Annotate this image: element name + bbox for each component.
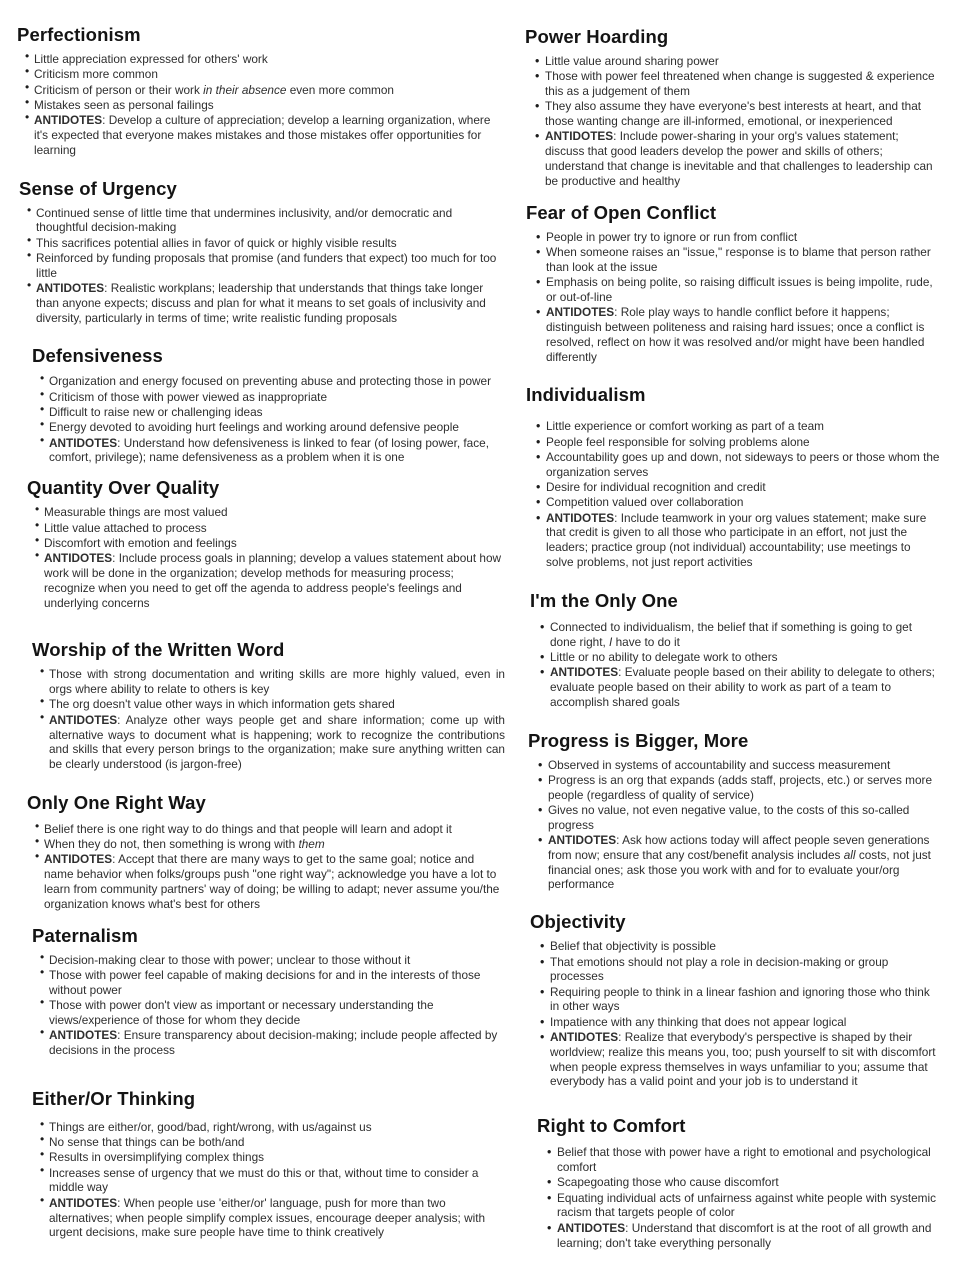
bullet-list-worship-of-the-written-word: [40, 667, 505, 772]
antidotes-label: ANTIDOTES: [545, 129, 614, 144]
bullet-item: [40, 374, 505, 389]
bullet-text: Little value around sharing power: [545, 54, 719, 68]
bullet-list-sense-of-urgency: [27, 206, 505, 326]
section-either-or-thinking: [32, 1088, 505, 1240]
section-title-individualism: Individualism: [526, 384, 646, 406]
bullet-text: costs, not just financial ones; ask those you work with and for to evaluate your/org performance: [548, 847, 931, 892]
bullet-text: : Include process goals in planning; develop a values statement about how work will be done in the organization; develop methods for measuring process; recognize when you need to get off the agenda to address people's feelings and underlying concerns: [44, 551, 502, 610]
bullet-text: Observed in systems of accountability and success measurement: [548, 757, 891, 772]
bullet-text: Connected to individualism, the belief that if something is going to get done right,: [550, 619, 912, 649]
bullet-text: in their absence: [203, 82, 287, 97]
bullet-list-quantity-over-quality: [35, 505, 505, 610]
bullet-text: This sacrifices potential allies in favor of quick or highly visible results: [36, 235, 397, 250]
bullet-text: Competition valued over collaboration: [546, 495, 744, 510]
section-right-to-comfort: [537, 1115, 941, 1250]
bullet-text: : Understand how defensiveness is linked to fear (of losing power, face, comfort, privilege); name defensiveness as a problem when it is one: [49, 435, 489, 465]
bullet-text: Criticism of person or their work: [34, 82, 204, 97]
bullet-text: Decision-making clear to those with power; unclear to those without it: [49, 952, 411, 967]
bullet-item: [538, 833, 941, 892]
bullet-item: [536, 435, 941, 450]
bullet-item: [535, 69, 941, 99]
antidotes-label: ANTIDOTES: [49, 1195, 118, 1210]
bullet-text: Accountability goes up and down, not sideways to peers or those whom the organization serves: [546, 449, 940, 479]
section-title-quantity-over-quality: Quantity Over Quality: [27, 477, 220, 499]
section-fear-of-open-conflict: [526, 202, 941, 365]
bullet-text: Little experience or comfort working as part of a team: [546, 419, 825, 434]
bullet-text: : Ask how actions today will affect people seven generations from now; ensure that any cost/benefit analysis includes: [548, 833, 930, 862]
bullet-item: [540, 620, 941, 650]
section-quantity-over-quality: [27, 477, 505, 610]
bullet-text: Those with power don't view as important or necessary understanding the views/experience of those for whom they decide: [49, 998, 434, 1027]
section-title-im-the-only-one: I'm the Only One: [530, 589, 678, 611]
bullet-text: Difficult to raise new or challenging ideas: [49, 405, 263, 420]
section-individualism: [526, 384, 941, 569]
bullet-text: : Analyze other ways people get and share information; come up with alternative ways to document what is happening; work to recognize the contributions and skills that every person brings to the organization; make sure anything written can be clearly understood (is jargon-free): [49, 712, 505, 772]
bullet-item: [40, 436, 505, 466]
bullet-item: [535, 129, 941, 188]
antidotes-label: ANTIDOTES: [49, 712, 118, 727]
bullet-list-paternalism: [40, 953, 505, 1058]
bullet-text: Those with strong documentation and writing skills are more highly valued, even in orgs where ability to relate to others is key: [49, 667, 505, 697]
bullet-item: [35, 852, 505, 911]
bullet-item: [536, 495, 941, 510]
bullet-text: : Include power-sharing in your org's values statement; discuss that good leaders develop the power and skills of others; understand that change is inevitable and that challenges to leadership can be productive and healthy: [545, 129, 933, 188]
bullet-item: [27, 281, 505, 325]
bullet-text: even more common: [286, 82, 394, 97]
bullet-list-fear-of-open-conflict: [536, 230, 941, 365]
section-title-sense-of-urgency: Sense of Urgency: [19, 177, 177, 199]
bullet-item: [35, 505, 505, 520]
section-only-one-right-way: [27, 792, 505, 912]
bullet-item: [547, 1175, 941, 1190]
bullet-item: [535, 54, 941, 69]
bullet-item: [535, 99, 941, 129]
bullet-list-individualism: [536, 419, 941, 569]
bullet-text: Increases sense of urgency that we must do this or that, without time to consider a middle way: [49, 1165, 479, 1195]
section-defensiveness: [32, 345, 505, 465]
bullet-text: Impatience with any thinking that does not appear logical: [550, 1014, 847, 1029]
bullet-text: When they do not, then something is wrong with: [44, 837, 299, 852]
section-progress-is-bigger-more: [528, 730, 941, 893]
bullet-text: : Role play ways to handle conflict before it happens; distinguish between politeness and raising hard issues; once a conflict is resolved, reflect on how it was resolved and/or might have been handled differently: [546, 305, 925, 364]
bullet-text: Belief that those with power have a right to emotional and psychological comfort: [557, 1145, 931, 1175]
bullet-item: [538, 803, 941, 833]
bullet-item: [536, 511, 941, 570]
bullet-text: Little or no ability to delegate work to others: [550, 649, 778, 664]
section-im-the-only-one: [530, 590, 941, 710]
bullet-item: [27, 206, 505, 236]
bullet-item: [40, 1196, 505, 1240]
antidotes-label: ANTIDOTES: [546, 510, 615, 525]
bullet-text: Continued sense of little time that undermines inclusivity, and/or democratic and thoughtful decision-making: [36, 205, 453, 235]
section-paternalism: [32, 925, 505, 1058]
antidotes-label: ANTIDOTES: [550, 665, 619, 680]
bullet-text: When someone raises an "issue," response is to blame that person rather than look at the issue: [546, 244, 931, 274]
bullet-list-only-one-right-way: [35, 822, 505, 912]
bullet-item: [40, 1166, 505, 1196]
bullet-text: Requiring people to think in a linear fashion and ignoring those who think in other ways: [550, 984, 930, 1014]
right-column: [525, 24, 941, 1280]
bullet-item: [40, 420, 505, 435]
bullet-text: Those with power feel capable of making decisions for and in the interests of those without power: [49, 967, 481, 997]
bullet-list-power-hoarding: [535, 54, 941, 189]
antidotes-label: ANTIDOTES: [34, 113, 103, 128]
antidotes-label: ANTIDOTES: [557, 1220, 626, 1235]
bullet-text: That emotions should not play a role in decision-making or group processes: [550, 954, 889, 984]
bullet-item: [40, 1120, 505, 1135]
bullet-text: Progress is an org that expands (adds staff, projects, etc.) or serves more people (regardless of quality of service): [548, 772, 933, 802]
bullet-list-right-to-comfort: [547, 1145, 941, 1250]
antidotes-label: ANTIDOTES: [548, 833, 617, 848]
bullet-item: [40, 390, 505, 405]
section-title-paternalism: Paternalism: [32, 924, 138, 946]
section-title-fear-of-open-conflict: Fear of Open Conflict: [526, 201, 717, 223]
section-perfectionism: [17, 24, 505, 158]
bullet-item: [25, 113, 505, 157]
bullet-list-im-the-only-one: [540, 620, 941, 710]
bullet-item: [40, 713, 505, 772]
bullet-item: [536, 245, 941, 275]
bullet-text: Mistakes seen as personal failings: [34, 97, 214, 112]
bullet-item: [27, 236, 505, 251]
bullet-item: [40, 1135, 505, 1150]
antidotes-label: ANTIDOTES: [36, 281, 105, 296]
bullet-item: [540, 1015, 941, 1030]
bullet-item: [536, 230, 941, 245]
bullet-text: Belief that objectivity is possible: [550, 939, 716, 954]
bullet-text: all: [843, 847, 856, 862]
bullet-text: have to do it: [612, 634, 680, 649]
bullet-item: [547, 1221, 941, 1251]
section-title-right-to-comfort: Right to Comfort: [537, 1115, 686, 1137]
bullet-item: [536, 305, 941, 364]
bullet-item: [35, 521, 505, 536]
bullet-text: Those with power feel threatened when change is suggested & experience this as a judgement of them: [545, 69, 935, 99]
bullet-text: : Realistic workplans; leadership that understands that things take longer than anyone expects; discuss and plan for what it means to set goals of inclusivity and diversity, particularly in terms of time; write realistic funding proposals: [36, 281, 486, 325]
section-power-hoarding: [525, 26, 941, 189]
bullet-text: Little appreciation expressed for others' work: [34, 52, 268, 66]
bullet-item: [540, 650, 941, 665]
bullet-text: Discomfort with emotion and feelings: [44, 535, 237, 550]
bullet-list-progress-is-bigger-more: [538, 758, 941, 893]
bullet-text: Gives no value, not even negative value, to the costs of this so-called progress: [548, 802, 910, 832]
bullet-list-objectivity: [540, 939, 941, 1089]
bullet-item: [35, 822, 505, 837]
bullet-text: Reinforced by funding proposals that promise (and funders that expect) too much for too little: [36, 250, 497, 280]
bullet-list-perfectionism: [25, 52, 505, 158]
bullet-text: Energy devoted to avoiding hurt feelings and working around defensive people: [49, 420, 459, 435]
bullet-text: Desire for individual recognition and credit: [546, 480, 766, 495]
antidotes-label: ANTIDOTES: [49, 1028, 118, 1043]
bullet-item: [536, 450, 941, 480]
bullet-item: [540, 985, 941, 1015]
left-column: [17, 24, 505, 1280]
bullet-item: [538, 773, 941, 803]
section-title-progress-is-bigger-more: Progress is Bigger, More: [528, 729, 749, 751]
bullet-text: : When people use 'either/or' language, push for more than two alternatives; when people simplify complex issues, encourage deeper analysis; with urgent decisions, make sure people have time to think creatively: [49, 1195, 486, 1240]
bullet-item: [35, 536, 505, 551]
bullet-item: [40, 667, 505, 697]
bullet-item: [40, 1150, 505, 1165]
bullet-text: : Realize that everybody's perspective is shaped by their worldview; realize this means you, too; push yourself to sit with discomfort when people express themselves in ways unfamiliar to you; assume that everybody has a valid point and your job is to understand it: [550, 1030, 936, 1089]
bullet-text: Results in oversimplifying complex things: [49, 1150, 265, 1165]
antidotes-label: ANTIDOTES: [550, 1030, 619, 1045]
bullet-item: [40, 1028, 505, 1058]
bullet-text: Organization and energy focused on preventing abuse and protecting those in power: [49, 374, 492, 389]
bullet-item: [540, 665, 941, 709]
bullet-item: [536, 275, 941, 305]
antidotes-label: ANTIDOTES: [44, 551, 113, 566]
bullet-item: [536, 480, 941, 495]
bullet-item: [40, 998, 505, 1028]
bullet-item: [40, 405, 505, 420]
bullet-text: Belief there is one right way to do things and that people will learn and adopt it: [44, 821, 452, 836]
bullet-item: [40, 697, 505, 712]
bullet-text: : Ensure transparency about decision-making; include people affected by decisions in the process: [49, 1028, 498, 1057]
bullet-item: [540, 939, 941, 954]
antidotes-label: ANTIDOTES: [49, 435, 118, 450]
bullet-item: [25, 52, 505, 67]
bullet-text: : Evaluate people based on their ability to delegate to others; evaluate people based on their ability to work as part of a team to accomplish shared goals: [550, 665, 935, 709]
bullet-item: [547, 1191, 941, 1221]
bullet-text: Criticism of those with power viewed as inappropriate: [49, 389, 328, 404]
bullet-item: [40, 968, 505, 998]
bullet-item: [547, 1145, 941, 1175]
bullet-item: [538, 758, 941, 773]
bullet-text: Equating individual acts of unfairness against white people with systemic racism that targets people of color: [557, 1190, 937, 1220]
section-title-worship-of-the-written-word: Worship of the Written Word: [32, 639, 285, 661]
bullet-text: : Accept that there are many ways to get to the same goal; notice and name behavior when folks/groups push "one right way"; acknowledge you have a lot to learn from community partners' way of doing; be willing to adapt; never assume you/the organization knows what's best for others: [44, 852, 500, 911]
bullet-item: [25, 83, 505, 98]
bullet-text: The org doesn't value other ways in which information gets shared: [49, 697, 395, 712]
antidotes-label: ANTIDOTES: [44, 852, 113, 867]
section-title-objectivity: Objectivity: [530, 911, 626, 933]
bullet-text: Little value attached to process: [44, 520, 207, 535]
bullet-item: [25, 67, 505, 82]
section-objectivity: [530, 911, 941, 1089]
bullet-text: them: [298, 837, 325, 852]
bullet-item: [40, 953, 505, 968]
bullet-item: [35, 837, 505, 852]
bullet-text: Scapegoating those who cause discomfort: [557, 1175, 779, 1190]
bullet-list-either-or-thinking: [40, 1120, 505, 1240]
bullet-item: [540, 1030, 941, 1089]
bullet-text: Criticism more common: [34, 67, 158, 82]
bullet-text: Measurable things are most valued: [44, 505, 228, 520]
bullet-item: [35, 551, 505, 610]
bullet-item: [27, 251, 505, 281]
bullet-text: People in power try to ignore or run from conflict: [546, 229, 798, 244]
section-title-power-hoarding: Power Hoarding: [525, 26, 669, 47]
bullet-text: They also assume they have everyone's best interests at heart, and that those wanting change are ill-informed, emotional, or inexperienced: [545, 99, 922, 129]
bullet-text: : Develop a culture of appreciation; develop a learning organization, where it's expected that everyone makes mistakes and those mistakes offer opportunities for learning: [34, 113, 491, 157]
section-worship-of-the-written-word: [32, 639, 505, 772]
antidotes-label: ANTIDOTES: [546, 305, 615, 320]
bullet-item: [25, 98, 505, 113]
bullet-text: Things are either/or, good/bad, right/wrong, with us/against us: [49, 1119, 372, 1134]
bullet-text: : Understand that discomfort is at the root of all growth and learning; don't take everything personally: [557, 1220, 932, 1250]
bullet-text: : Include teamwork in your org values statement; make sure that credit is given to all those who participate in an effort, not just the leaders; practice group (not individual) accountability; use meetings to solve problems, not just report activities: [546, 510, 927, 570]
bullet-text: I: [609, 634, 613, 649]
section-title-either-or-thinking: Either/Or Thinking: [32, 1087, 196, 1109]
section-title-defensiveness: Defensiveness: [32, 345, 163, 367]
section-title-perfectionism: Perfectionism: [17, 24, 141, 45]
bullet-item: [536, 419, 941, 434]
section-sense-of-urgency: [19, 178, 505, 326]
bullet-text: Emphasis on being polite, so raising difficult issues is being impolite, rude, or out-of-line: [546, 275, 933, 304]
section-title-only-one-right-way: Only One Right Way: [27, 791, 206, 813]
bullet-text: No sense that things can be both/and: [49, 1135, 245, 1150]
bullet-list-defensiveness: [40, 374, 505, 465]
bullet-item: [540, 955, 941, 985]
bullet-text: People feel responsible for solving problems alone: [546, 434, 810, 449]
